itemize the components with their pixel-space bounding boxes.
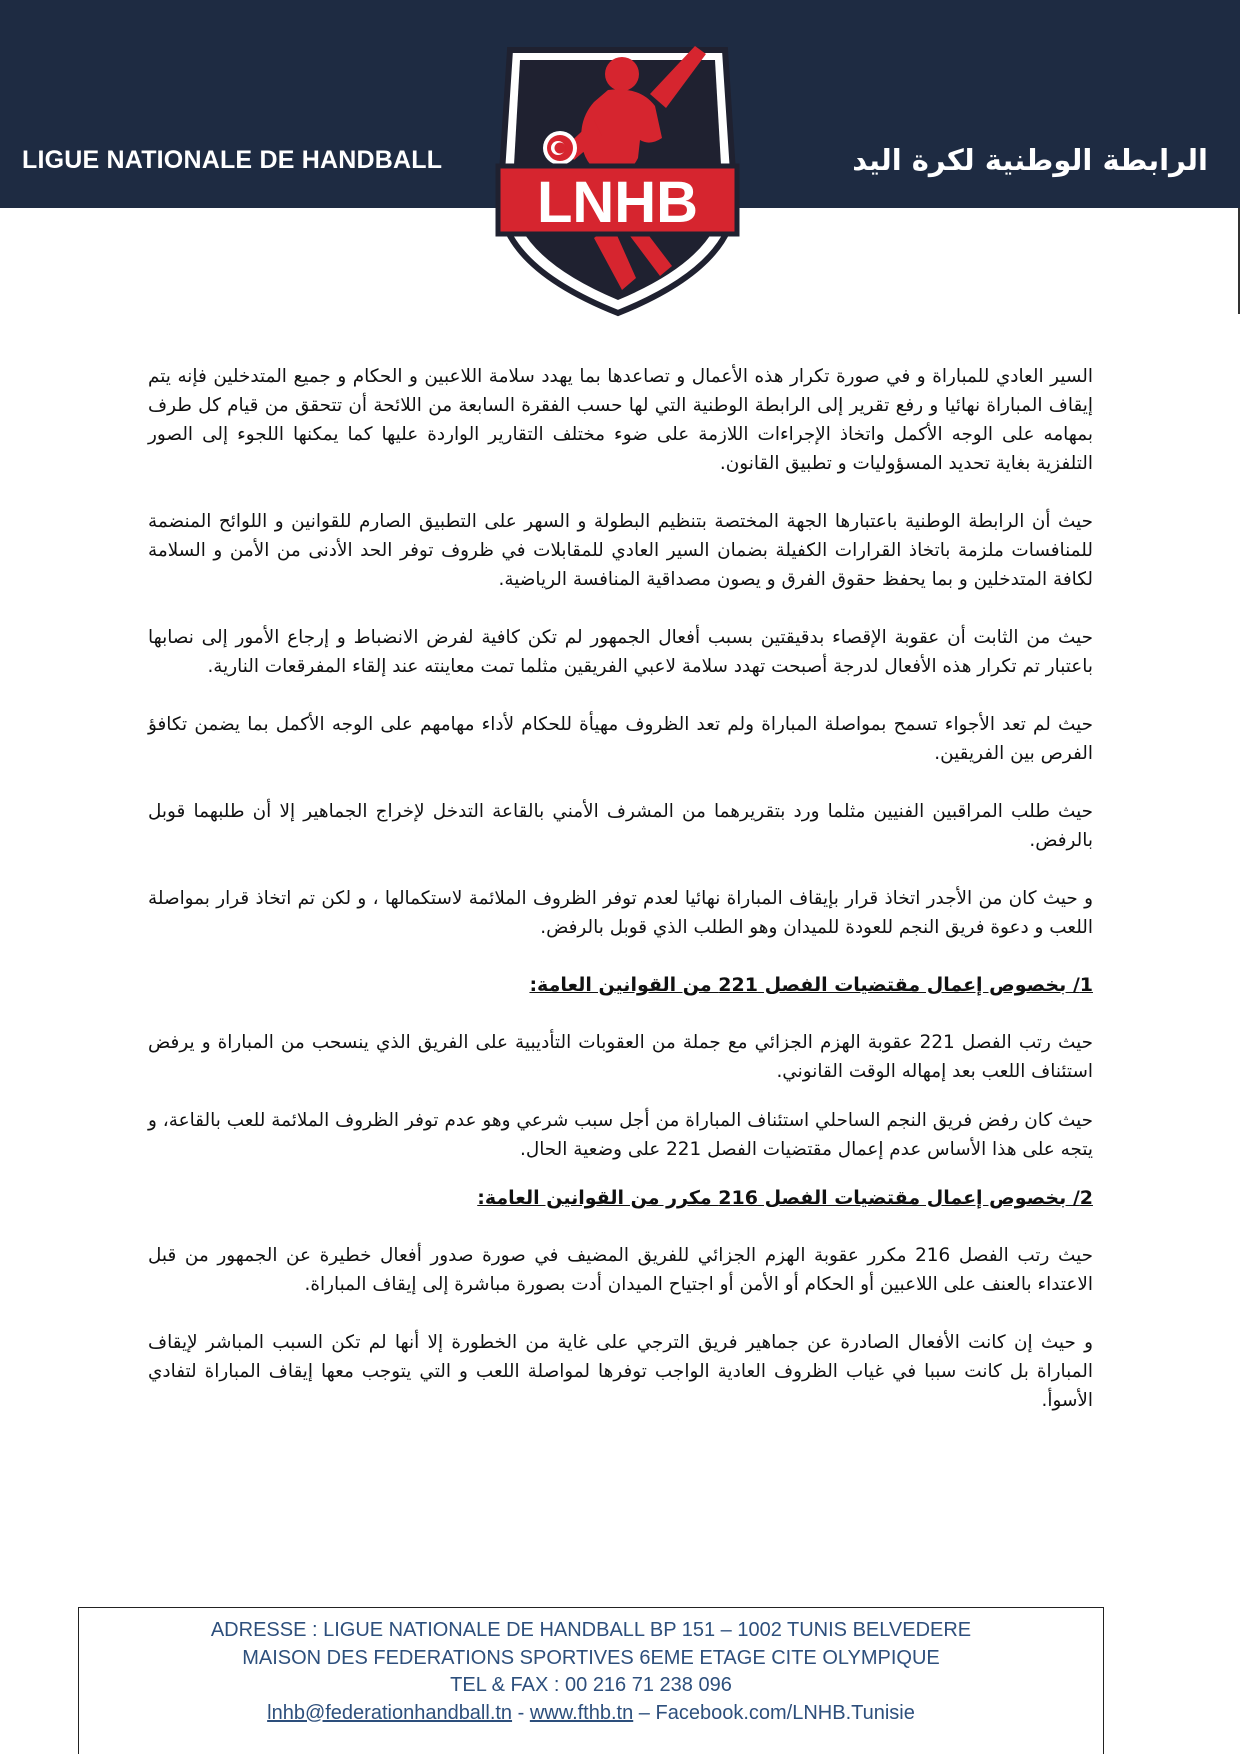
section-heading-2: 2/ بخصوص إعمال مقتضيات الفصل 216 مكرر من القوانين العامة:	[477, 1187, 1093, 1209]
separator: –	[633, 1701, 656, 1724]
paragraph: السير العادي للمباراة و في صورة تكرار هذه الأعمال و تصاعدها بما يهدد سلامة اللاعبين و الحكام و جميع المتدخلين فإنه يتم إيقاف المباراة نهائيا و رفع تقرير إلى الرابطة الوطنية التي لها حسب الفقرة السابعة من اللائحة أن تتحقق من قيام كل طرف بمهامه على الوجه الأكمل واتخاذ الإجراءات اللازمة على ضوء مختلف التقارير الواردة عليها كما يمكنها اللجوء إلى الصور التلفزية بغاية تحديد المسؤوليات و تطبيق القانون.	[148, 366, 1093, 474]
logo-text: LNHB	[536, 170, 699, 235]
footer-links-line	[79, 1700, 1103, 1728]
website-link[interactable]: www.fthb.tn	[529, 1701, 634, 1724]
paragraph: حيث رتب الفصل 221 عقوبة الهزم الجزائي مع جملة من العقوبات التأديبية على الفريق الذي ينسحب من المباراة و يرفض استئناف اللعب بعد إمهاله الوقت القانوني.	[148, 1032, 1094, 1082]
footer-phone-line: TEL & FAX : 00 216 71 238 096	[450, 1674, 732, 1696]
paragraph: حيث رتب الفصل 216 مكرر عقوبة الهزم الجزائي للفريق المضيف في صورة صدور أفعال خطيرة عن الجمهور من قبل الاعتداء بالعنف على اللاعبين أو الحكام أو الأمن أو اجتياح الميدان أدت بصورة مباشرة إلى إيقاف المباراة.	[148, 1245, 1093, 1295]
section-heading-1: 1/ بخصوص إعمال مقتضيات الفصل 221 من القوانين العامة:	[529, 974, 1093, 996]
league-name-french: LIGUE NATIONALE DE HANDBALL	[22, 146, 443, 174]
email-link[interactable]: lnhb@federationhandball.tn	[267, 1701, 513, 1724]
paragraph: حيث طلب المراقبين الفنيين مثلما ورد بتقريرهما من المشرف الأمني بالقاعة التدخل لإخراج الجماهير إلا أن طلبهما قوبل بالرفض.	[148, 801, 1093, 851]
footer-address-line: ADRESSE : LIGUE NATIONALE DE HANDBALL BP 151 – 1002 TUNIS BELVEDERE	[210, 1619, 972, 1641]
paragraph: و حيث كان من الأجدر اتخاذ قرار بإيقاف المباراة نهائيا لعدم توفر الظروف الملائمة لاستكمالها ، و لكن تم اتخاذ قرار بمواصلة اللعب و دعوة فريق النجم للعودة للميدان وهو الطلب الذي قوبل بالرفض.	[148, 888, 1093, 938]
lnhb-logo	[490, 28, 745, 318]
paragraph: و حيث إن كانت الأفعال الصادرة عن جماهير فريق الترجي على غاية من الخطورة إلا أنها لم تكن السبب المباشر لإيقاف المباراة بل كانت سببا في غياب الظروف العادية الواجب توفرها لمواصلة اللعب و التي يتوجب معها إيقاف المباراة لتفادي الأسوأ.	[148, 1332, 1093, 1411]
paragraph: حيث من الثابت أن عقوبة الإقصاء بدقيقتين بسبب أفعال الجمهور لم تكن كافية لفرض الانضباط و إرجاع الأمور إلى نصابها باعتبار تم تكرار هذه الأفعال لدرجة أصبحت تهدد سلامة لاعبي الفريقين مثلما تمت معاينته عند إلقاء المفرقعات النارية.	[148, 627, 1093, 677]
footer-address-line: MAISON DES FEDERATIONS SPORTIVES 6EME ETAGE CITE OLYMPIQUE	[242, 1646, 940, 1669]
paragraph: حيث كان رفض فريق النجم الساحلي استئناف المباراة من أجل سبب شرعي وهو عدم توفر الظروف الملائمة للعب بالقاعة، و يتجه على هذا الأساس عدم إعمال مقتضيات الفصل 221 على وضعية الحال.	[148, 1110, 1093, 1160]
league-name-arabic: الرابطة الوطنية لكرة اليد	[852, 143, 1208, 177]
paragraph: حيث أن الرابطة الوطنية باعتبارها الجهة المختصة بتنظيم البطولة و السهر على التطبيق الصارم للقوانين و اللوائح المنضمة للمنافسات ملزمة باتخاذ القرارات الكفيلة بضمان السير العادي للمقابلات في ظروف توفر الحد الأدنى من الأمن و السلامة لكافة المتدخلين و بما يحفظ حقوق الفرق و يصون مصداقية المنافسة الرياضية.	[148, 511, 1093, 590]
facebook-text: Facebook.com/LNHB.Tunisie	[655, 1701, 915, 1724]
separator: -	[512, 1701, 530, 1724]
footer-address-box	[78, 1607, 1104, 1754]
letter-body	[148, 362, 1093, 1444]
paragraph: حيث لم تعد الأجواء تسمح بمواصلة المباراة ولم تعد الظروف مهيأة للحكام لأداء مهامهم على الوجه الأكمل بما يضمن تكافؤ الفرص بين الفريقين.	[148, 714, 1093, 764]
